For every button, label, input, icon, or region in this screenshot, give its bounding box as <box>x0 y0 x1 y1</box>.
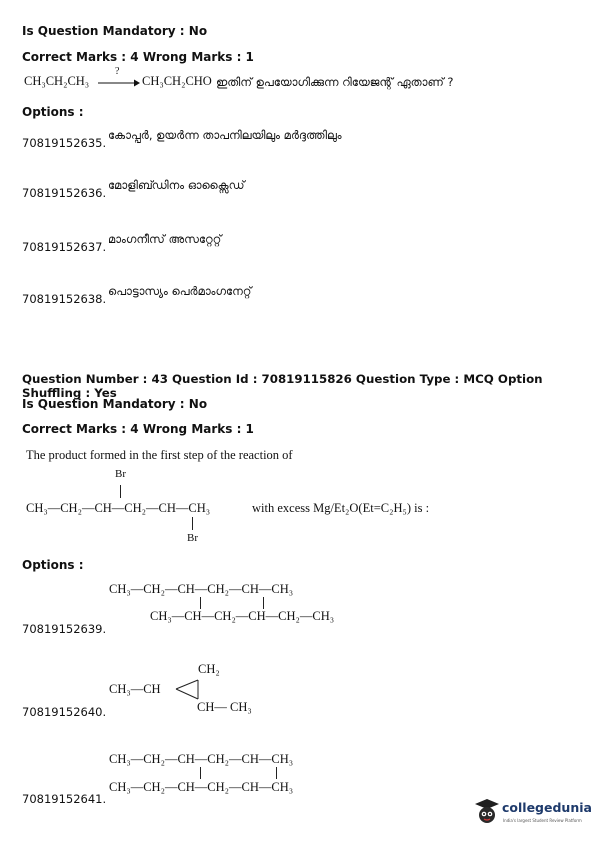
cyclopropane-ring-icon <box>174 678 204 702</box>
q2-stem: The product formed in the first step of the reaction of <box>26 448 293 462</box>
option-structure-line2: CH₃—CH₂—CH—CH₂—CH—CH₃ <box>109 780 294 794</box>
logo-tagline: India's largest Student Review Platform <box>503 818 582 823</box>
structure-bond-bottom <box>192 517 193 530</box>
option-id: 70819152637. <box>22 240 107 254</box>
option-structure-line1: CH₃—CH₂—CH—CH₂—CH—CH₃ <box>109 752 294 766</box>
q1-marks: Correct Marks : 4 Wrong Marks : 1 <box>22 50 254 64</box>
structure-main: CH₃—CH₂—CH—CH₂—CH—CH₃ <box>26 501 211 515</box>
option-bond <box>263 597 264 609</box>
option-id: 70819152638. <box>22 292 107 306</box>
option-text: മോളിബ്ഡിനം ഓക്സൈഡ് <box>108 178 245 192</box>
q1-option[interactable] <box>22 232 422 256</box>
option-id: 70819152640. <box>22 705 107 719</box>
logo-name: collegedunia <box>502 800 592 815</box>
option-structure-line2: CH₃—CH—CH₂—CH—CH₂—CH₃ <box>150 609 335 623</box>
q1-question-mark: ? <box>115 66 120 77</box>
option-structure-line1: CH₃—CH₂—CH—CH₂—CH—CH₃ <box>109 582 294 596</box>
option-ring-left: CH₃—CH <box>109 682 161 696</box>
option-bond <box>276 767 277 779</box>
option-bond <box>200 597 201 609</box>
option-id: 70819152639. <box>22 622 107 636</box>
structure-bottom-sub: Br <box>187 532 198 544</box>
structure-bond-top <box>120 485 121 498</box>
graduate-mascot-icon <box>474 798 500 826</box>
option-text: മാംഗനീസ് അസറ്റേറ്റ് <box>108 232 222 246</box>
q2-header: Question Number : 43 Question Id : 70819115826 Question Type : MCQ Option Shuffling : Yes <box>22 372 543 400</box>
option-ring-bottom: CH— CH₃ <box>197 700 252 714</box>
q1-option[interactable] <box>22 178 422 202</box>
q1-question-text: ഇതിന് ഉപയോഗിക്കുന്ന റിയേജന്റ് ഏതാണ് ? <box>216 75 454 89</box>
q1-reaction <box>24 66 474 92</box>
q1-mandatory: Is Question Mandatory : No <box>22 24 208 38</box>
q2-option[interactable] <box>22 662 402 722</box>
q1-product: CH₃CH₂CHO <box>142 74 212 88</box>
option-text: കോപ്പർ, ഉയർന്ന താപനിലയിലും മർദ്ദത്തിലും <box>108 128 342 142</box>
reaction-arrow-icon <box>98 78 140 88</box>
option-id: 70819152635. <box>22 136 107 150</box>
structure-top-sub: Br <box>115 468 126 480</box>
q1-option[interactable] <box>22 128 422 152</box>
q2-option[interactable] <box>22 578 402 638</box>
option-text: പൊട്ടാസ്യം പെർമാംഗനേറ്റ് <box>108 284 252 298</box>
q1-options-label: Options : <box>22 105 84 119</box>
q1-option[interactable] <box>22 284 422 308</box>
collegedunia-logo <box>474 796 590 830</box>
q2-structure <box>26 468 546 548</box>
q1-reactant: CH₃CH₂CH₃ <box>24 74 90 88</box>
option-ring-top: CH₂ <box>198 662 220 676</box>
structure-suffix: with excess Mg/Et₂O(Et=C₂H₅) is : <box>252 501 430 515</box>
option-id: 70819152641. <box>22 792 107 806</box>
option-id: 70819152636. <box>22 186 107 200</box>
q2-marks: Correct Marks : 4 Wrong Marks : 1 <box>22 422 254 436</box>
option-bond <box>200 767 201 779</box>
q2-options-label: Options : <box>22 558 84 572</box>
q2-mandatory: Is Question Mandatory : No <box>22 397 208 411</box>
q2-option[interactable] <box>22 750 402 810</box>
